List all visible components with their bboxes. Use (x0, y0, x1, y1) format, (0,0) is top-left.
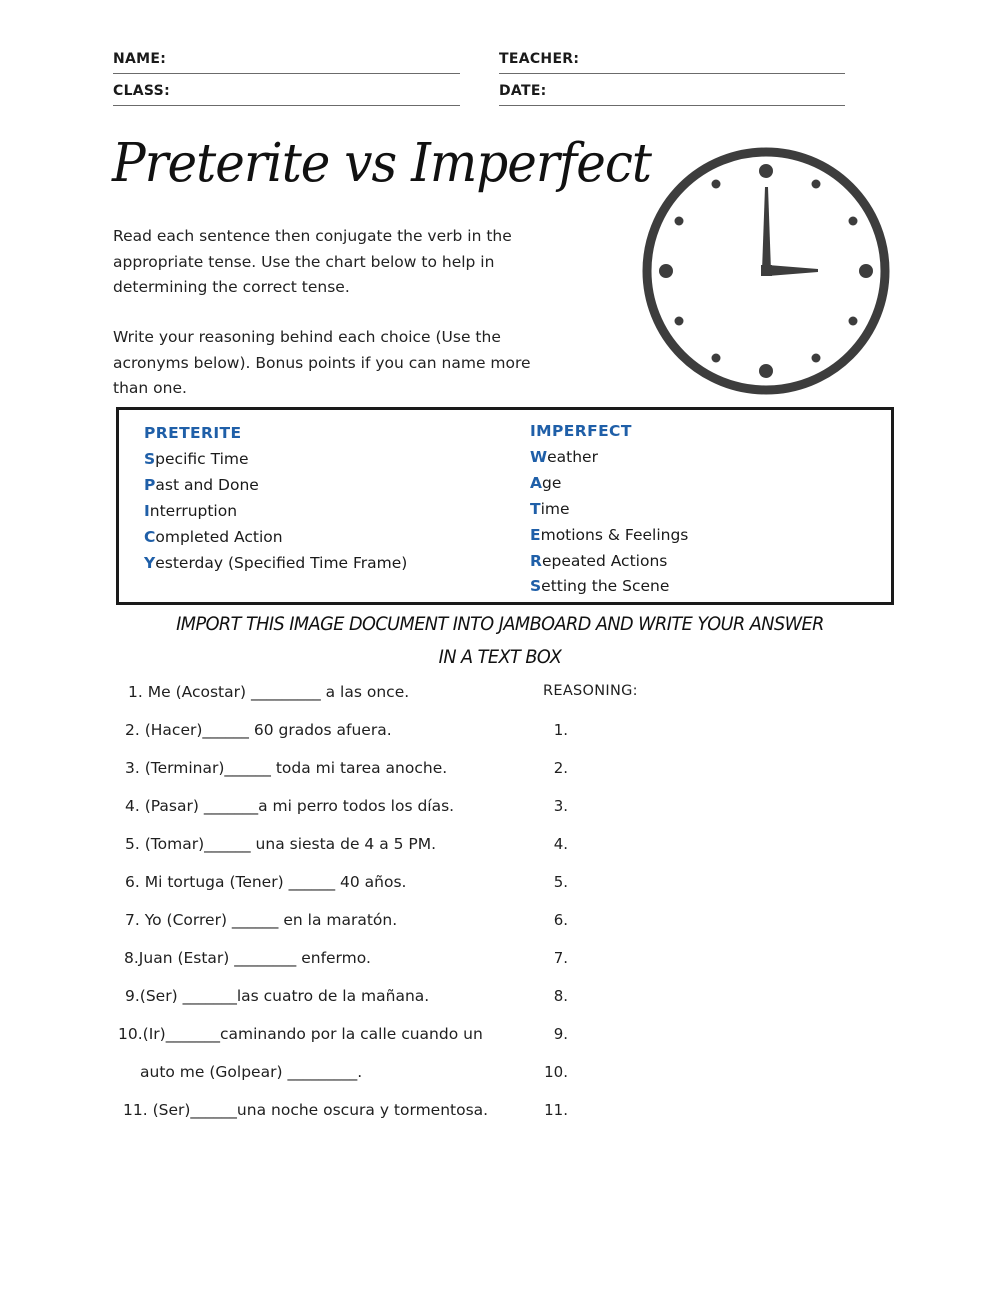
question-9: 9.(Ser) _______las cuatro de la mañana. (125, 987, 430, 1005)
page-title: Preterite vs Imperfect (112, 132, 651, 194)
question-10-continued: auto me (Golpear) _________. (140, 1063, 363, 1081)
question-2: 2. (Hacer)______ 60 grados afuera. (125, 721, 392, 739)
question-10: 10.(Ir)_______caminando por la calle cuando un (118, 1025, 483, 1043)
acronym-chart (116, 407, 894, 605)
name-label: NAME: (113, 51, 167, 67)
teacher-field[interactable] (499, 41, 845, 74)
preterite-item: Completed Action (144, 527, 283, 546)
question-7: 7. Yo (Correr) ______ en la maratón. (125, 911, 398, 929)
reasoning-number: 4. (553, 835, 568, 853)
date-field[interactable] (499, 73, 845, 106)
reasoning-number: 11. (544, 1101, 568, 1119)
imperfect-heading: IMPERFECT (530, 422, 632, 440)
preterite-column (144, 421, 407, 576)
clock-icon (640, 145, 892, 397)
imperfect-column (530, 419, 688, 600)
intro-paragraph-1: Read each sentence then conjugate the verb in the appropriate tense. Use the chart below to help in determining the correct tense. (113, 227, 512, 296)
imperfect-item: Time (530, 499, 570, 518)
reasoning-number: 10. (544, 1063, 568, 1081)
preterite-item: Yesterday (Specified Time Frame) (144, 553, 408, 572)
instruction-line-2: IN A TEXT BOX (438, 646, 562, 668)
question-3: 3. (Terminar)______ toda mi tarea anoche. (125, 759, 448, 777)
question-1: 1. Me (Acostar) _________ a las once. (128, 683, 410, 701)
imperfect-item: Age (530, 473, 562, 492)
intro-paragraph-2: Write your reasoning behind each choice (Use the acronyms below). Bonus points if you can name more than one. (113, 328, 531, 397)
reasoning-number: 6. (553, 911, 568, 929)
question-8: 8.Juan (Estar) ________ enfermo. (124, 949, 371, 967)
jamboard-instruction (147, 608, 854, 674)
name-field[interactable] (113, 41, 460, 74)
imperfect-item: Emotions & Feelings (530, 525, 689, 544)
question-6: 6. Mi tortuga (Tener) ______ 40 años. (125, 873, 407, 891)
instruction-line-1: IMPORT THIS IMAGE DOCUMENT INTO JAMBOARD AND WRITE YOUR ANSWER (176, 613, 824, 635)
imperfect-item: Setting the Scene (530, 577, 670, 596)
reasoning-number: 2. (553, 759, 568, 777)
question-11: 11. (Ser)______una noche oscura y tormentosa. (123, 1101, 489, 1119)
preterite-item: Specific Time (144, 449, 249, 468)
teacher-label: TEACHER: (499, 51, 580, 67)
preterite-heading: PRETERITE (144, 424, 242, 442)
reasoning-number: 3. (553, 797, 568, 815)
reasoning-number: 1. (553, 721, 568, 739)
question-5: 5. (Tomar)______ una siesta de 4 a 5 PM. (125, 835, 437, 853)
reasoning-number: 8. (553, 987, 568, 1005)
question-4: 4. (Pasar) _______a mi perro todos los días. (125, 797, 455, 815)
preterite-item: Past and Done (144, 475, 259, 494)
class-field[interactable] (113, 73, 460, 106)
class-label: CLASS: (113, 83, 170, 99)
imperfect-item: Weather (530, 447, 598, 466)
reasoning-heading: REASONING: (543, 683, 638, 699)
reasoning-number: 5. (553, 873, 568, 891)
imperfect-item: Repeated Actions (530, 551, 668, 570)
reasoning-number: 7. (553, 949, 568, 967)
date-label: DATE: (499, 83, 547, 99)
preterite-item: Interruption (144, 501, 238, 520)
reasoning-number: 9. (553, 1025, 568, 1043)
